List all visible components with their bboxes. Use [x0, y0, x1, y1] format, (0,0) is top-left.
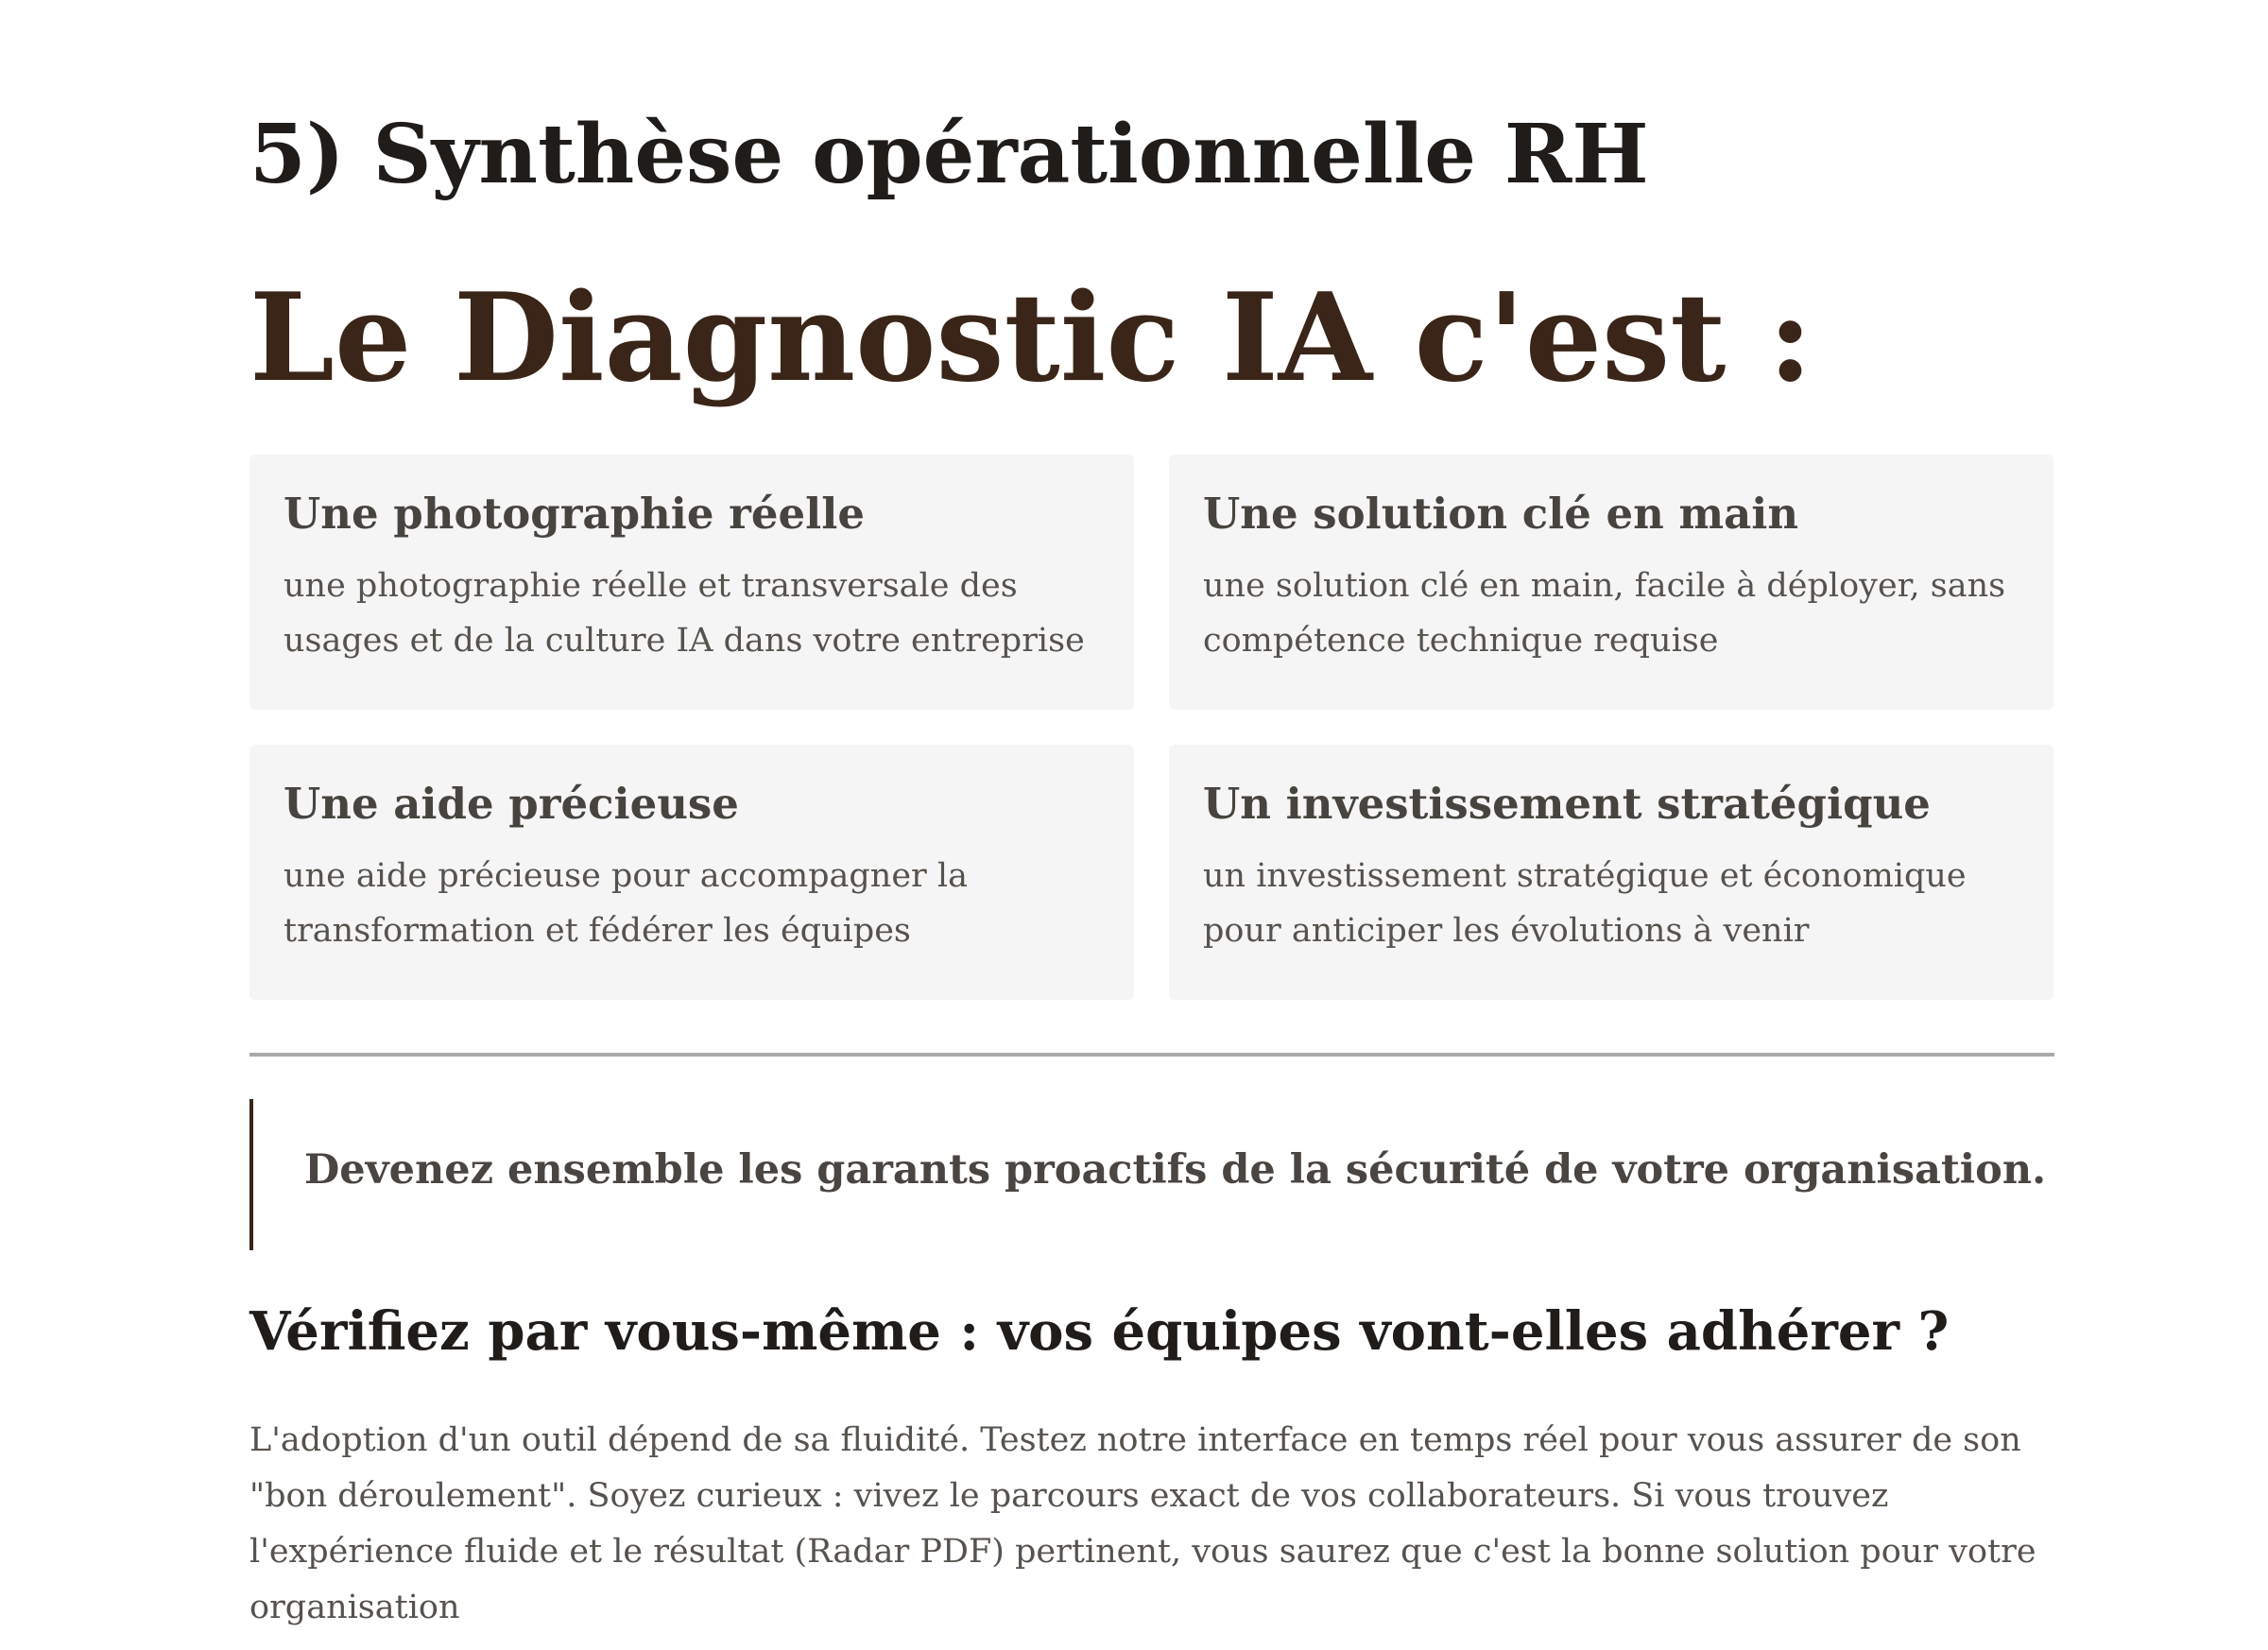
card-title: Un investissement stratégique [1203, 779, 1931, 829]
card-text: une solution clé en main, facile à déployer, sans compétence technique requise [1203, 567, 2006, 660]
horizontal-divider [249, 1053, 2054, 1057]
feature-card-photographie [249, 455, 1134, 710]
card-title: Une solution clé en main [1203, 489, 1799, 539]
card-text: un investissement stratégique et économique pour anticiper les évolutions à venir [1203, 857, 1967, 950]
verify-paragraph: L'adoption d'un outil dépend de sa fluidité. Testez notre interface en temps réel pour vous assurer de son "bon déroulement". Soyez curieux : vivez le parcours exact de vos collaborateurs. Si vous trouvez l'expérience fluide et le résultat (Radar PDF) pertinent, vous saurez que c'est la bonne solution pour votre organisation [249, 1421, 2036, 1626]
card-title: Une photographie réelle [284, 489, 865, 539]
feature-card-investissement [1169, 745, 2053, 1000]
feature-card-aide [249, 745, 1134, 1000]
section-title: 5) Synthèse opérationnelle RH [249, 107, 1649, 202]
feature-card-solution [1169, 455, 2053, 710]
blockquote [249, 1099, 2054, 1250]
hero-title: Le Diagnostic IA c'est : [249, 267, 1813, 409]
card-title: Une aide précieuse [284, 779, 739, 829]
verify-heading: Vérifiez par vous-même : vos équipes vont-elles adhérer ? [249, 1300, 1950, 1363]
card-text: une photographie réelle et transversale des usages et de la culture IA dans votre entreprise [284, 567, 1085, 660]
card-text: une aide précieuse pour accompagner la transformation et fédérer les équipes [284, 857, 968, 950]
quote-text: Devenez ensemble les garants proactifs de la sécurité de votre organisation. [304, 1146, 2047, 1194]
